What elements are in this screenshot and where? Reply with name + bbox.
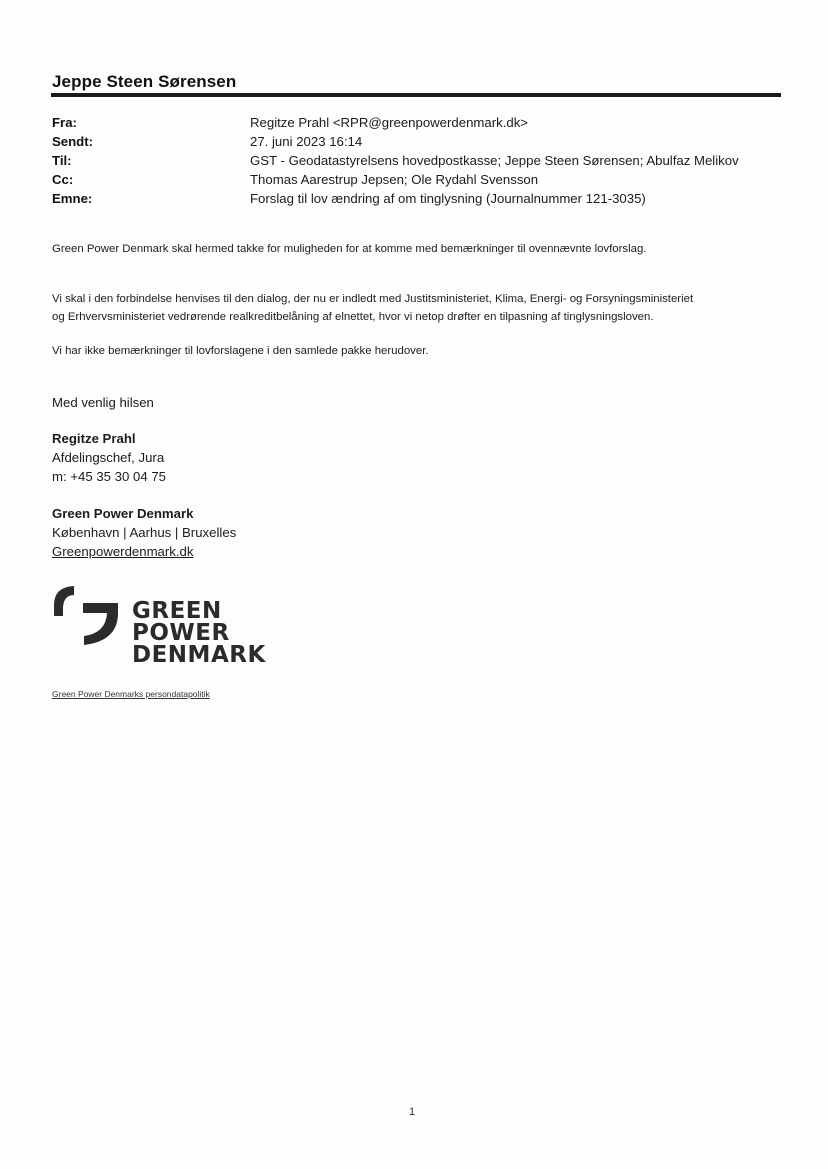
signer-title: Afdelingschef, Jura [52, 450, 165, 465]
from-row [52, 113, 782, 132]
sent-value: 27. juni 2023 16:14 [250, 134, 363, 149]
header-divider [51, 93, 781, 97]
subject-row [52, 189, 782, 208]
subject-value: Forslag til lov ændring af om tinglysning (Journalnummer 121-3035) [250, 191, 646, 206]
to-row [52, 151, 782, 170]
sent-label: Sendt: [52, 134, 94, 149]
from-value: Regitze Prahl <RPR@greenpowerdenmark.dk> [250, 115, 529, 130]
signer-phone: m: +45 35 30 04 75 [52, 469, 167, 484]
logo-mark-icon [52, 583, 122, 647]
logo-word-power: POWER [132, 620, 230, 646]
body-paragraph-1: Green Power Denmark skal hermed takke for muligheden for at komme med bemærkninger til ovennævnte lovforslag. [52, 243, 647, 255]
body-paragraph-3: Vi har ikke bemærkninger til lovforslagene i den samlede pakke herudover. [52, 345, 429, 357]
privacy-policy-link[interactable]: Green Power Denmarks persondatapolitik [52, 689, 210, 699]
cc-label: Cc: [52, 172, 74, 187]
email-header [52, 113, 782, 208]
cc-value: Thomas Aarestrup Jepsen; Ole Rydahl Svensson [250, 172, 539, 187]
logo-word-denmark: DENMARK [132, 642, 266, 668]
subject-label: Emne: [52, 191, 93, 206]
organization-name: Green Power Denmark [52, 506, 194, 521]
to-label: Til: [52, 153, 72, 168]
to-value: GST - Geodatastyrelsens hovedpostkasse; Jeppe Steen Sørensen; Abulfaz Melikov [250, 153, 739, 168]
green-power-denmark-logo [52, 583, 272, 673]
signer-name: Regitze Prahl [52, 431, 136, 446]
logo-word-green: GREEN [132, 598, 222, 624]
body-paragraph-2-line-1: Vi skal i den forbindelse henvises til den dialog, der nu er indledt med Justitsministeriet, Klima, Energi- og Forsyningsministeriet [52, 293, 694, 305]
logo-wordmark [132, 600, 266, 666]
organization-cities: København | Aarhus | Bruxelles [52, 525, 237, 540]
sent-row [52, 132, 782, 151]
body-paragraph-2-line-2: og Erhvervsministeriet vedrørende realkreditbelåning af elnettet, hvor vi netop drøfter en tilpasning af tinglysningsloven. [52, 311, 654, 323]
page-number: 1 [408, 1106, 416, 1118]
website-link[interactable]: Greenpowerdenmark.dk [52, 544, 194, 559]
cc-row [52, 170, 782, 189]
mailbox-owner-name: Jeppe Steen Sørensen [52, 72, 237, 91]
body-paragraph-2 [52, 290, 792, 326]
signature-person [52, 429, 166, 486]
closing-greeting: Med venlig hilsen [52, 395, 154, 410]
signature-organization [52, 504, 236, 561]
from-label: Fra: [52, 115, 77, 130]
